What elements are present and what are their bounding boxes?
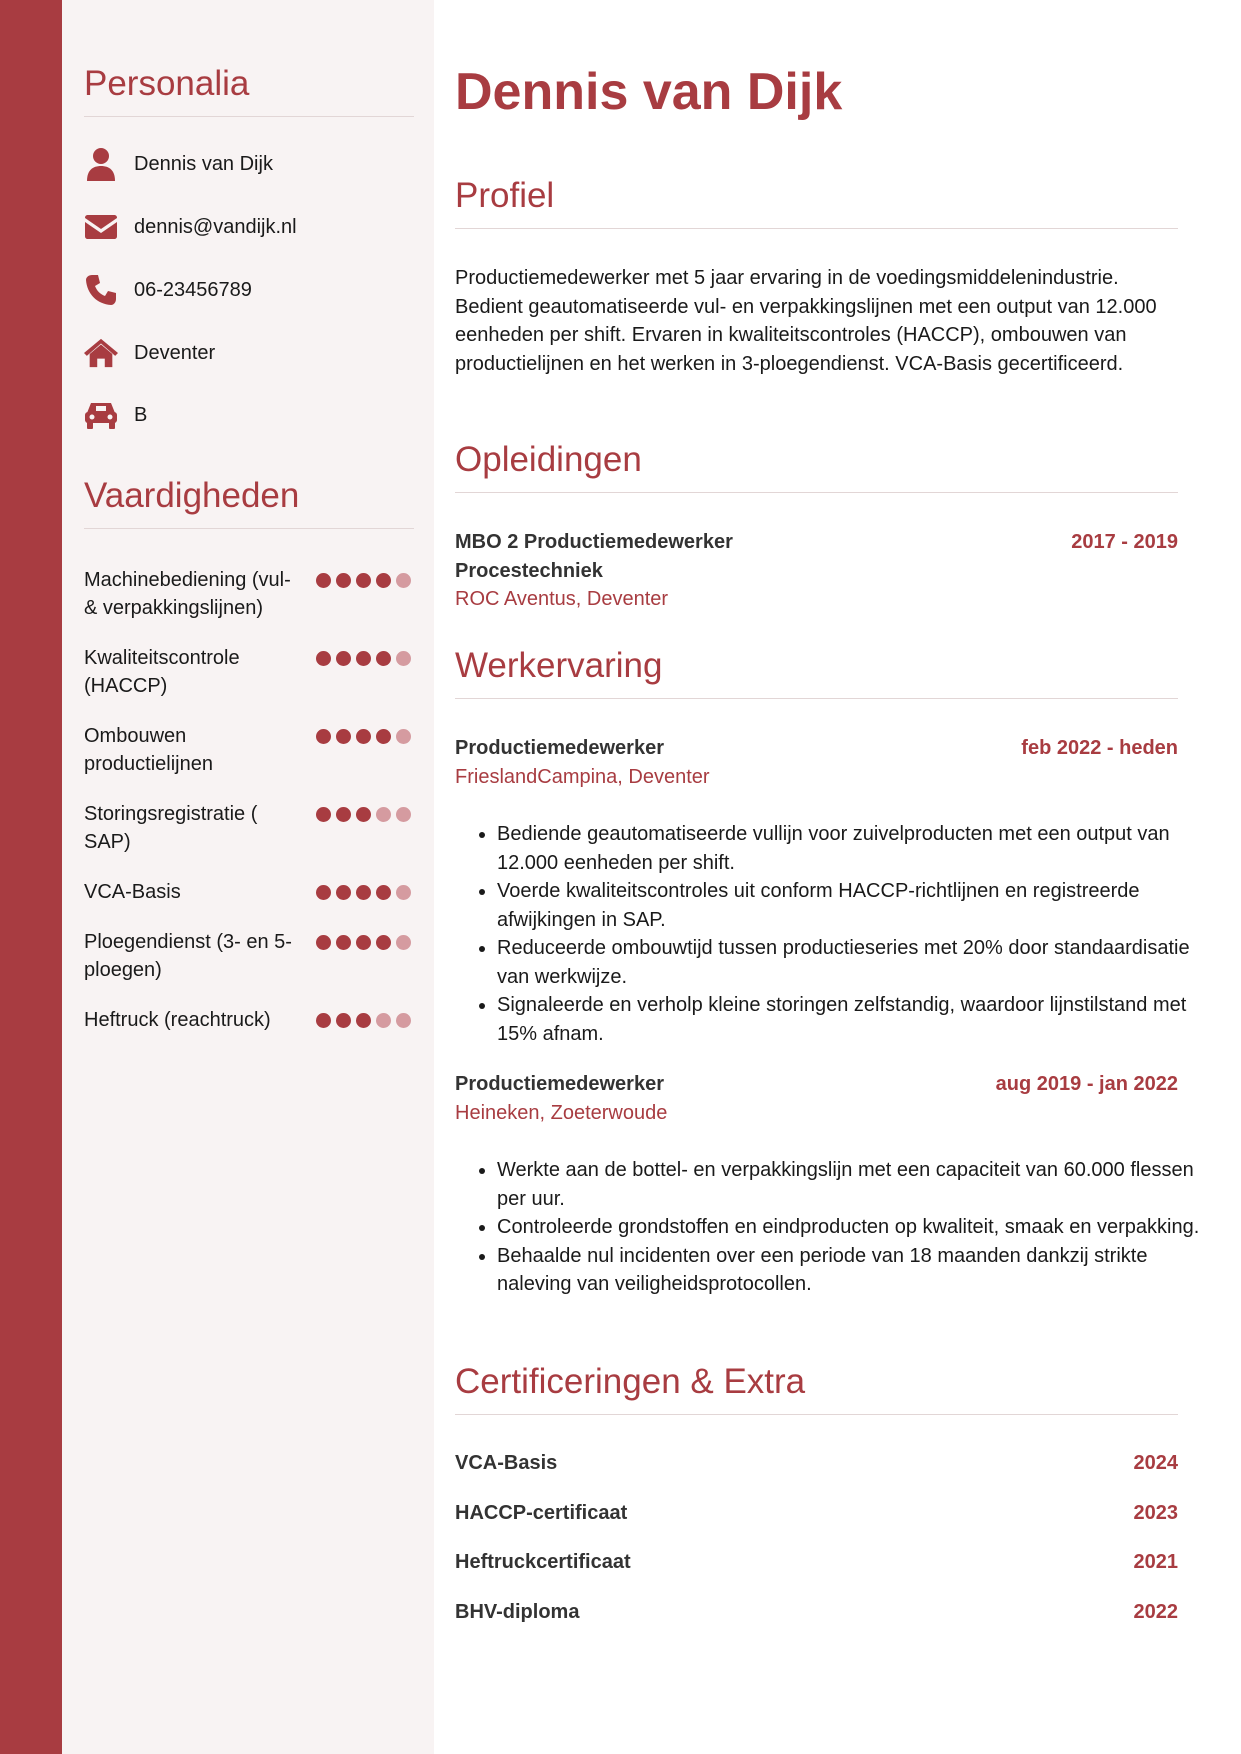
rating-dot-empty [376,807,391,822]
rating-dot-empty [396,807,411,822]
list-item: • Bediende geautomatiseerde vullijn voor zuivelproducten met een output van 12.000 eenheden per shift. [497,820,1220,877]
personal-title: Personalia [84,64,414,117]
rating-dot-filled [336,573,351,588]
rating-dot-empty [376,1013,391,1028]
certs-title: Certificeringen & Extra [455,1362,1178,1415]
profile-title: Profiel [455,176,1178,229]
cert-year: 2023 [1133,1502,1178,1524]
rating-dot-filled [376,885,391,900]
rating-dot-filled [336,651,351,666]
contact-license-text: B [134,403,148,426]
sidebar [62,0,434,1754]
rating-dot-filled [316,1013,331,1028]
list-item: • Controleerde grondstoffen en eindproducten op kwaliteit, smaak en verpakking. [497,1213,1220,1242]
rating-dot-empty [396,885,411,900]
skill-rating [316,729,416,744]
rating-dot-filled [316,935,331,950]
rating-dot-empty [396,1013,411,1028]
list-item: • Werkte aan de bottel- en verpakkingslijn met een capaciteit van 60.000 flessen per uur. [497,1156,1220,1213]
list-item: • Voerde kwaliteitscontroles uit conform HACCP-richtlijnen en registreerde afwijkingen in SAP. [497,877,1220,934]
contact-phone [84,270,252,310]
education-degree: MBO 2 Productiemedewerker Procestechniek [455,531,733,582]
education-title: Opleidingen [455,440,1178,493]
rating-dot-filled [356,807,371,822]
profile-text: Productiemedewerker met 5 jaar ervaring in de voedingsmiddelenindustrie. Bedient geautomatiseerde vul- en verpakkingslijnen met een output van 12.000 eenheden per shift. Ervaren in kwaliteitscontroles (HACCP), ombouwen van productielijnen en het werken in 3-ploegendienst. VCA-Basis gecertificeerd. [455,267,1157,375]
rating-dot-filled [316,651,331,666]
skill-name: Ploegendienst (3- en 5-ploegen) [84,931,292,981]
list-item: • Reduceerde ombouwtijd tussen productieseries met 20% door standaardisatie van werkwijze. [497,934,1220,991]
cert-year: 2021 [1133,1551,1178,1573]
education-entry [455,528,1178,614]
job-date: feb 2022 - heden [1021,737,1178,759]
rating-dot-filled [336,807,351,822]
rating-dot-filled [376,573,391,588]
rating-dot-empty [396,935,411,950]
job-title: Productiemedewerker [455,1073,664,1095]
cert-year: 2022 [1133,1601,1178,1623]
skill-name: Kwaliteitscontrole (HACCP) [84,647,240,697]
cert-row [455,1452,1178,1482]
skill-rating [316,1013,416,1028]
rating-dot-empty [396,573,411,588]
rating-dot-empty [396,729,411,744]
accent-stripe [0,0,62,1754]
envelope-icon [84,210,118,244]
rating-dot-filled [376,729,391,744]
rating-dot-filled [316,573,331,588]
rating-dot-filled [356,1013,371,1028]
home-icon [84,336,118,370]
cert-year: 2024 [1133,1452,1178,1474]
job-title: Productiemedewerker [455,737,664,759]
cert-row [455,1551,1178,1581]
job-1-bullets [455,820,1220,1048]
job-company: FrieslandCampina, Deventer [455,765,710,788]
rating-dot-filled [356,729,371,744]
job-2-bullets [455,1156,1220,1299]
skill-name: Storingsregistratie ( SAP) [84,803,258,853]
skill-name: Heftruck (reachtruck) [84,1009,271,1031]
contact-city [84,333,215,373]
person-name: Dennis van Dijk [455,63,843,121]
contact-license [84,395,147,435]
education-school: ROC Aventus, Deventer [455,588,669,610]
skills-title: Vaardigheden [84,476,414,529]
contact-email-text[interactable]: dennis@vandijk.nl [134,215,297,238]
rating-dot-filled [336,935,351,950]
cert-name: BHV-diploma [455,1601,580,1623]
contact-city-text: Deventer [134,341,216,364]
cert-row [455,1601,1178,1631]
job-company: Heineken, Zoeterwoude [455,1101,668,1124]
experience-title: Werkervaring [455,646,1178,699]
job-entry-2 [455,1070,1178,1127]
user-icon [84,147,118,181]
skill-name: Machinebediening (vul- & verpakkingslijnen) [84,569,291,619]
skill-rating [316,573,416,588]
rating-dot-filled [356,573,371,588]
rating-dot-filled [336,1013,351,1028]
job-entry-1 [455,734,1178,791]
rating-dot-empty [396,651,411,666]
phone-icon [84,273,118,307]
contact-name-text: Dennis van Dijk [134,152,273,175]
contact-name [84,144,273,184]
rating-dot-filled [376,935,391,950]
list-item: • Signaleerde en verholp kleine storingen zelfstandig, waardoor lijnstilstand met 15% afnam. [497,991,1220,1048]
rating-dot-filled [356,935,371,950]
rating-dot-filled [316,729,331,744]
cert-name: HACCP-certificaat [455,1502,628,1524]
rating-dot-filled [336,729,351,744]
education-date: 2017 - 2019 [1071,531,1178,553]
rating-dot-filled [356,885,371,900]
rating-dot-filled [376,651,391,666]
contact-email [84,207,297,247]
rating-dot-filled [316,885,331,900]
rating-dot-filled [356,651,371,666]
cert-name: VCA-Basis [455,1452,558,1474]
skill-rating [316,807,416,822]
rating-dot-filled [336,885,351,900]
rating-dot-filled [316,807,331,822]
skill-name: Ombouwen productielijnen [84,725,213,775]
list-item: • Behaalde nul incidenten over een periode van 18 maanden dankzij strikte naleving van veiligheidsprotocollen. [497,1242,1220,1299]
skill-rating [316,885,416,900]
contact-phone-text[interactable]: 06-23456789 [134,278,252,301]
skill-name: VCA-Basis [84,881,181,903]
cert-row [455,1502,1178,1532]
skill-rating [316,935,416,950]
job-date: aug 2019 - jan 2022 [995,1073,1178,1095]
skill-rating [316,651,416,666]
car-icon [84,398,118,432]
cert-name: Heftruckcertificaat [455,1551,631,1573]
